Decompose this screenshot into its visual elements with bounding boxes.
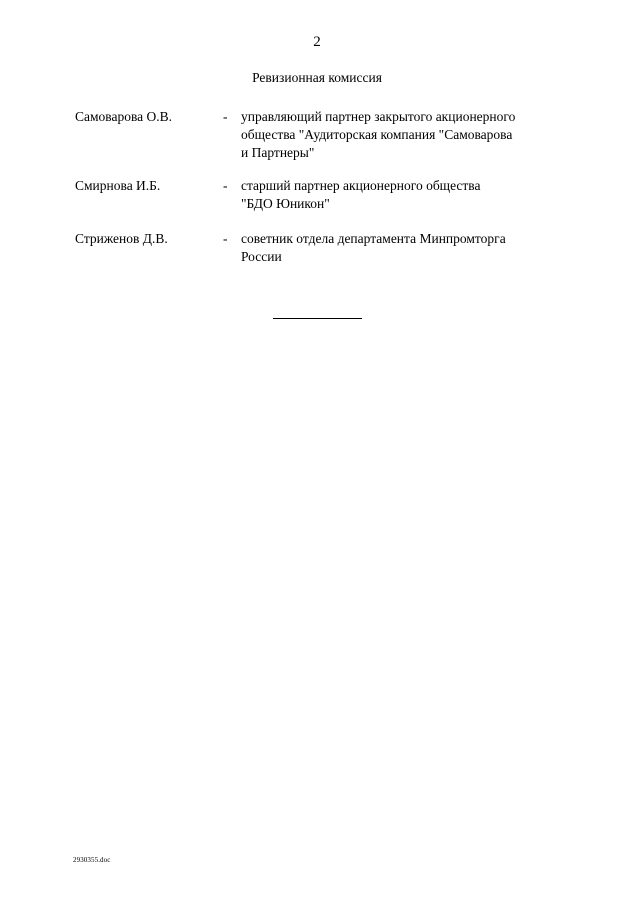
member-role-line: управляющий партнер закрытого акционерного [241,109,516,124]
member-role-line: "БДО Юникон" [241,196,330,211]
member-name: Смирнова И.Б. [75,178,161,193]
member-dash: - [223,109,228,124]
member-role-line: старший партнер акционерного общества [241,178,481,193]
member-role [241,108,571,162]
member-role-line: и Партнеры" [241,145,315,160]
document-file-id: 2930355.doc [73,856,111,864]
page-number: 2 [313,34,321,50]
member-dash: - [223,231,228,246]
section-title: Ревизионная комиссия [252,70,382,85]
member-role [241,230,571,266]
member-role-line: России [241,249,282,264]
member-dash: - [223,178,228,193]
member-role [241,177,571,213]
member-name: Самоварова О.В. [75,109,173,124]
member-name: Стриженов Д.В. [75,231,168,246]
member-role-line: общества "Аудиторская компания "Самоварова [241,127,513,142]
member-role-line: советник отдела департамента Минпромторга [241,231,506,246]
end-of-document-rule [273,318,362,319]
